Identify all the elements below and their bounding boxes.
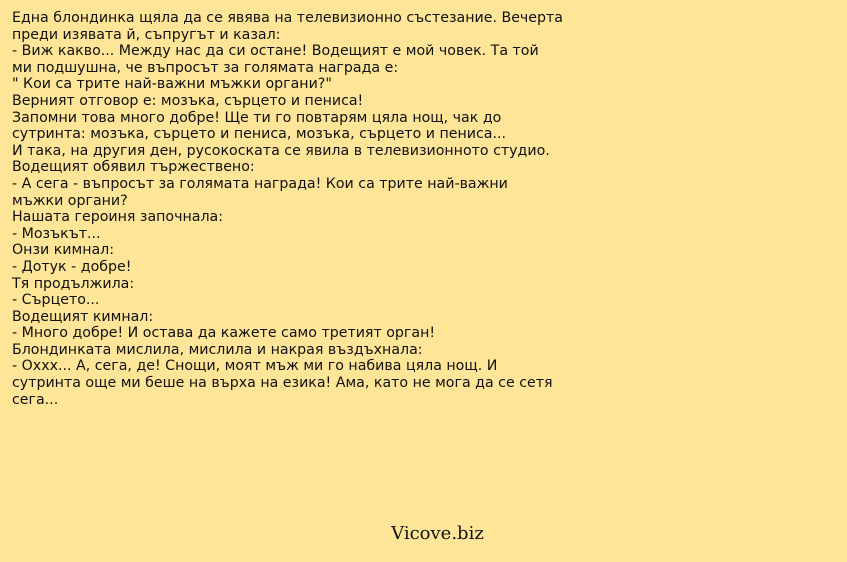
joke-text — [12, 10, 592, 408]
joke-line: - А сега - въпросът за голямата награда! Кои са трите най-важни — [12, 175, 508, 192]
joke-line: сутринта: мозъка, сърцето и пениса, мозъка, сърцето и пениса... — [12, 126, 507, 143]
joke-line: - Много добре! И остава да кажете само третият орган! — [12, 325, 436, 342]
joke-line: - Дотук - добре! — [12, 258, 132, 275]
footer — [0, 523, 847, 544]
joke-line: Водещият обявил тържествено: — [12, 159, 255, 176]
joke-line: мъжки органи? — [12, 192, 128, 209]
joke-line: сега... — [12, 391, 59, 408]
site-name: Vicove.biz — [391, 523, 484, 544]
joke-line: Запомни това много добре! Ще ти го повтарям цяла нощ, чак до — [12, 109, 502, 126]
joke-line: ми подшушна, че въпросът за голямата награда е: — [12, 59, 399, 76]
joke-line: сутринта още ми беше на върха на езика! Ама, като не мога да се сетя — [12, 375, 553, 392]
joke-line: - Мозъкът... — [12, 225, 101, 242]
joke-line: Верният отговор е: мозъка, сърцето и пениса! — [12, 92, 364, 109]
joke-line: - Сърцето... — [12, 292, 100, 309]
joke-line: Една блондинка щяла да се явява на телевизионно състезание. Вечерта — [12, 10, 563, 26]
joke-line: Тя продължила: — [12, 275, 135, 292]
joke-line: - Оххх... А, сега, де! Снощи, моят мъж ми го набива цяла нощ. И — [12, 358, 498, 375]
joke-line: Нашата героиня започнала: — [12, 209, 224, 226]
joke-line: Онзи кимнал: — [12, 242, 115, 259]
joke-line: " Кои са трите най-важни мъжки органи?" — [12, 76, 332, 93]
joke-line: преди изявата й, съпругът и казал: — [12, 26, 281, 43]
joke-line: - Виж какво... Между нас да си остане! Водещият е мой човек. Та той — [12, 43, 539, 60]
joke-line: Блондинката мислила, мислила и накрая въздъхнала: — [12, 341, 423, 358]
joke-line: И така, на другия ден, русокоската се явила в телевизионното студио. — [12, 142, 550, 159]
joke-line: Водещият кимнал: — [12, 308, 154, 325]
